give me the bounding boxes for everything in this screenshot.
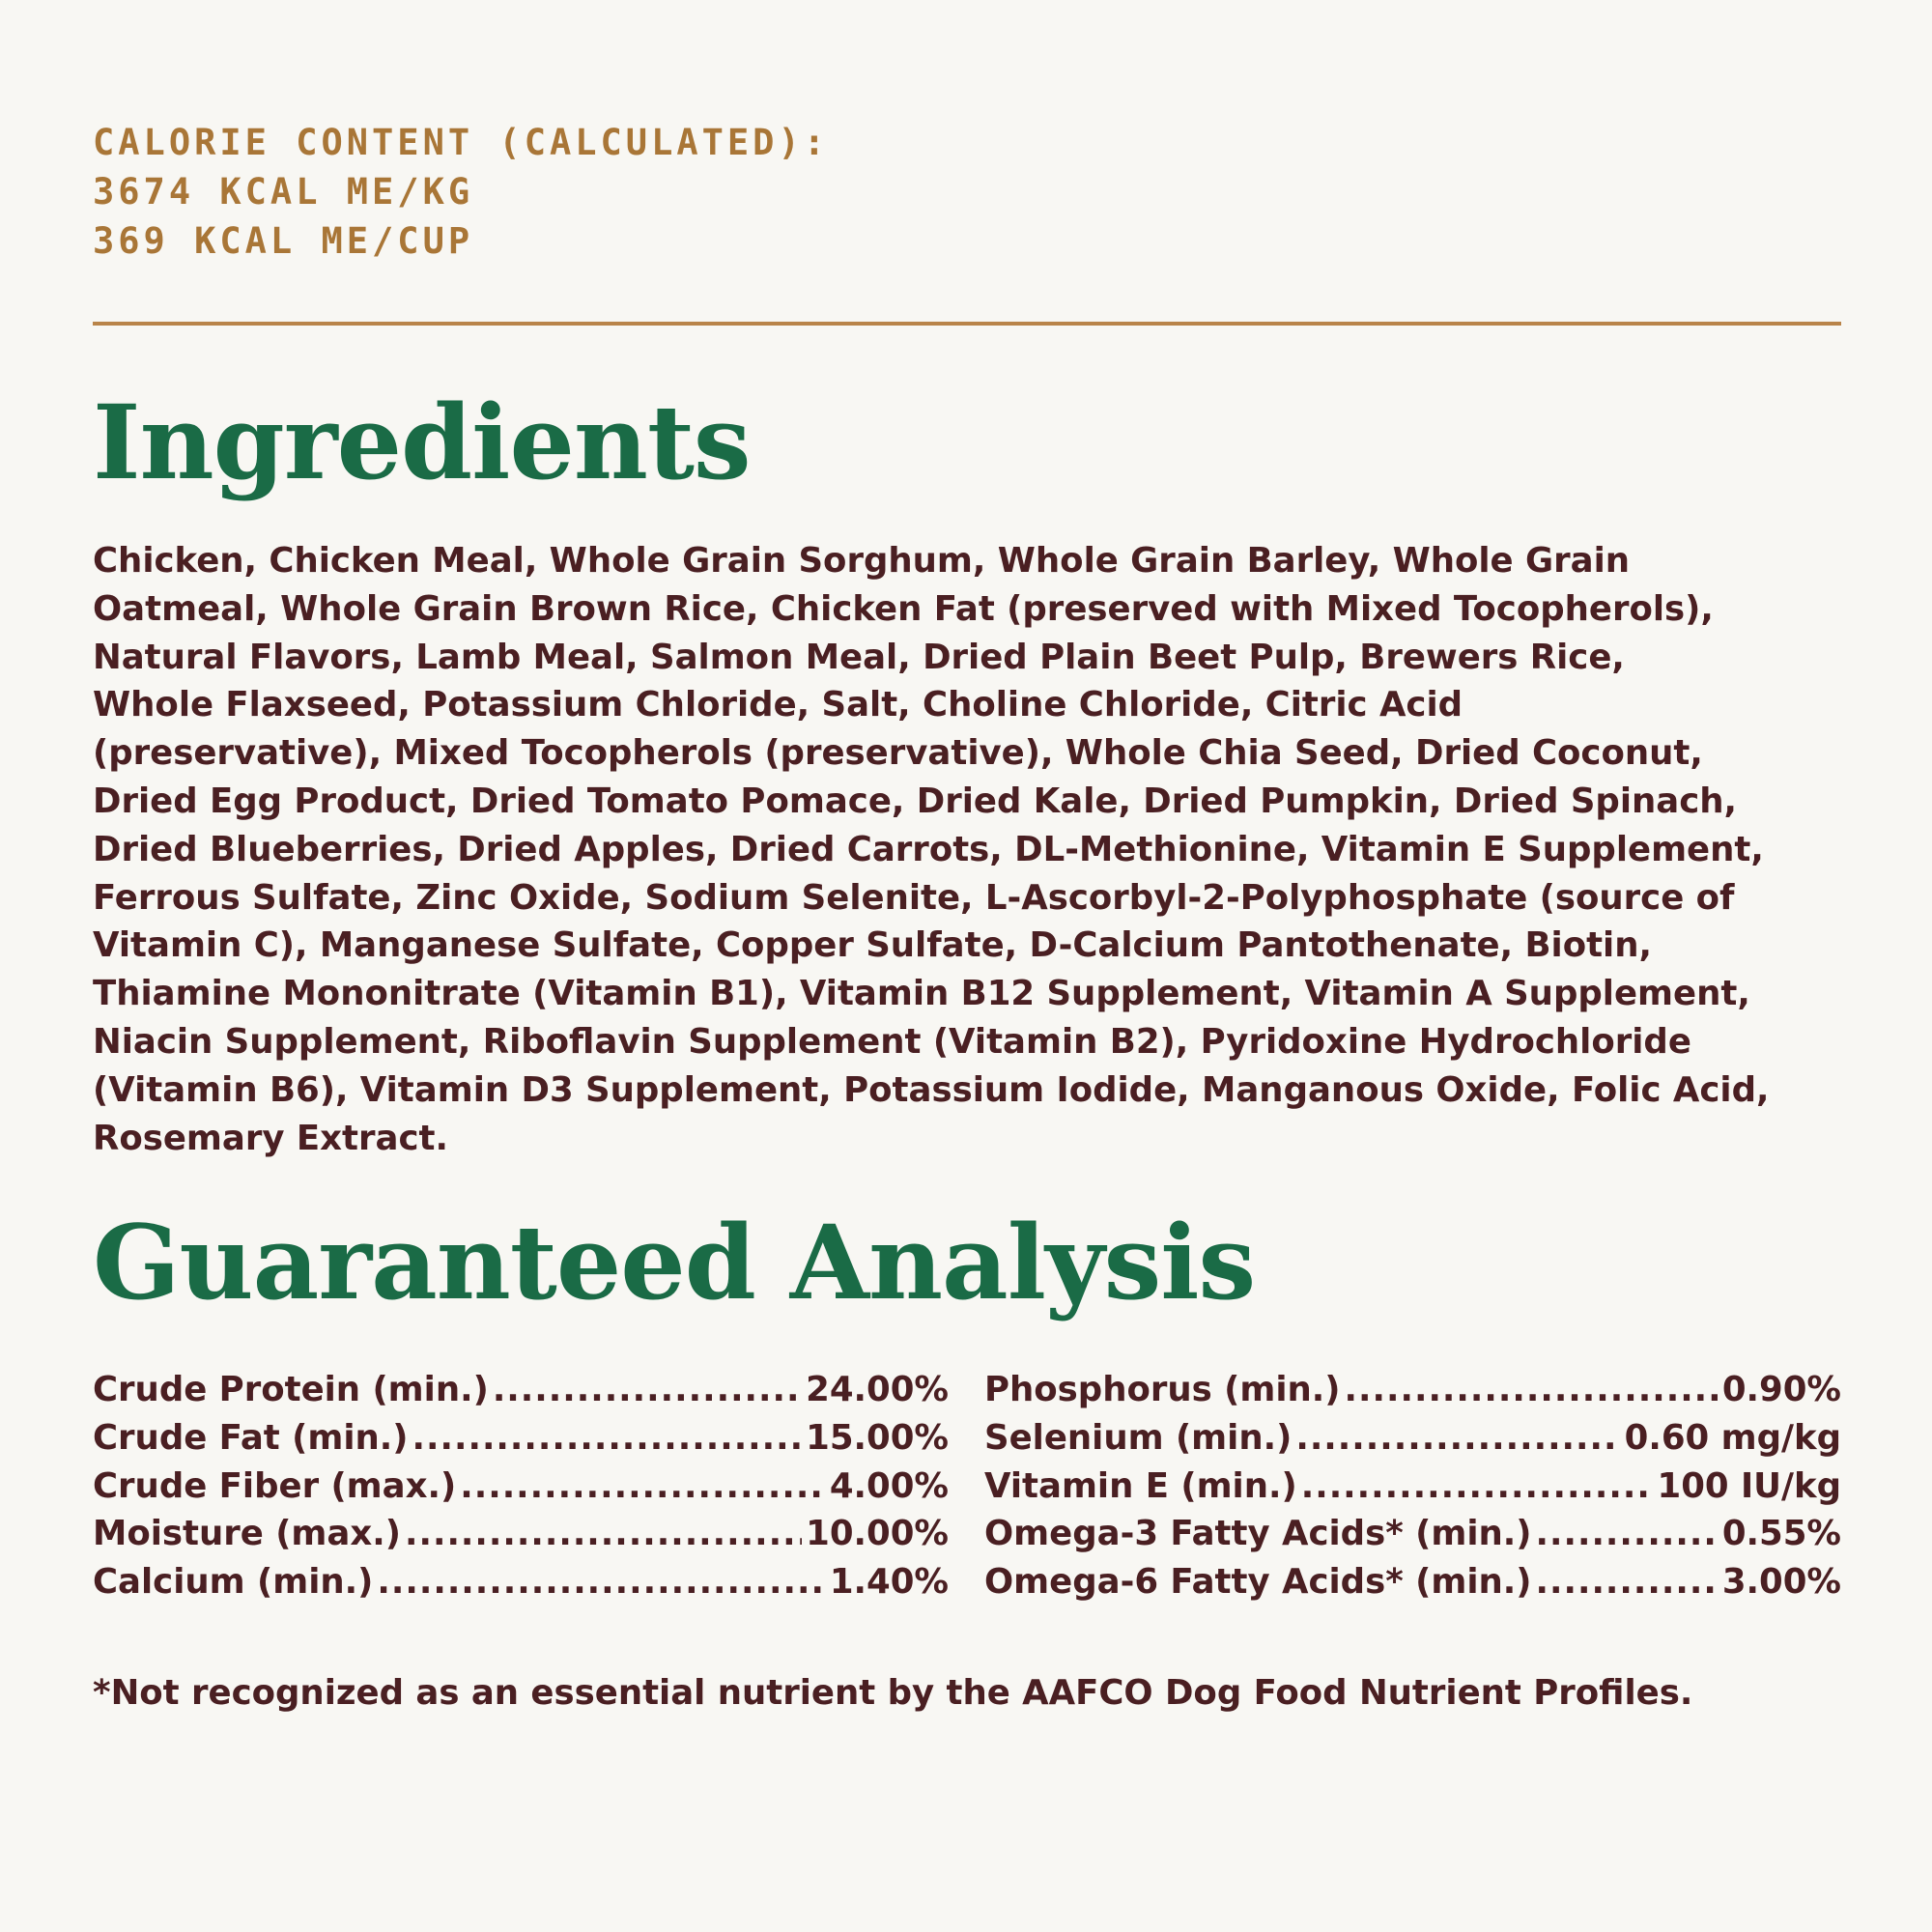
analysis-value: 10.00% [806,1514,949,1554]
calorie-content-title: CALORIE CONTENT (CALCULATED): [93,122,830,163]
analysis-value: 3.00% [1721,1562,1841,1603]
analysis-label: Omega-3 Fatty Acids* (min.) [984,1514,1532,1554]
footnote: *Not recognized as an essential nutrient by the AAFCO Dog Food Nutrient Profiles. [93,1673,1693,1713]
analysis-row [93,1414,949,1463]
analysis-row [93,1510,949,1558]
analysis-value: 0.55% [1721,1514,1841,1554]
analysis-label: Omega-6 Fatty Acids* (min.) [984,1562,1532,1603]
analysis-row [984,1510,1841,1558]
dot-leader [1536,1510,1719,1558]
analysis-value: 0.60 mg/kg [1624,1417,1841,1458]
ingredients-line: Niacin Supplement, Riboflavin Supplement (Vitamin B2), Pyridoxine Hydrochloride [93,1021,1691,1062]
dot-leader [493,1366,802,1414]
analysis-row [984,1414,1841,1463]
analysis-label: Crude Fiber (max.) [93,1465,457,1506]
dot-leader [412,1414,803,1463]
analysis-row [984,1366,1841,1414]
ingredients-line: (preservative), Mixed Tocopherols (preservative), Whole Chia Seed, Dried Coconut, [93,733,1703,774]
analysis-label: Moisture (max.) [93,1514,401,1554]
guaranteed-analysis-heading: Guaranteed Analysis [93,1202,1256,1322]
analysis-row [984,1558,1841,1606]
analysis-value: 1.40% [829,1562,949,1603]
analysis-value: 0.90% [1721,1370,1841,1409]
ingredients-line: Dried Blueberries, Dried Apples, Dried Carrots, DL-Methionine, Vitamin E Supplement, [93,829,1764,869]
dot-leader [377,1558,825,1606]
dot-leader [1301,1463,1654,1511]
analysis-label: Selenium (min.) [984,1417,1293,1458]
calorie-per-kg: 3674 KCAL ME/KG [93,171,474,213]
dot-leader [460,1463,826,1511]
analysis-label: Vitamin E (min.) [984,1465,1297,1506]
ingredients-line: Dried Egg Product, Dried Tomato Pomace, Dried Kale, Dried Pumpkin, Dried Spinach, [93,781,1738,821]
section-divider [93,322,1841,326]
ingredients-line: Chicken, Chicken Meal, Whole Grain Sorghum, Whole Grain Barley, Whole Grain [93,541,1631,581]
dot-leader [1295,1414,1620,1463]
ingredients-list [93,537,1841,1162]
analysis-value: 100 IU/kg [1657,1465,1841,1506]
analysis-label: Crude Protein (min.) [93,1370,489,1409]
analysis-label: Phosphorus (min.) [984,1370,1341,1409]
analysis-value: 15.00% [806,1417,949,1458]
ingredients-line: Ferrous Sulfate, Zinc Oxide, Sodium Selenite, L-Ascorbyl-2-Polyphosphate (source of [93,877,1735,918]
calorie-content [93,118,829,266]
calorie-per-cup: 369 KCAL ME/CUP [93,220,474,262]
analysis-value: 24.00% [806,1370,949,1409]
analysis-column-left [93,1366,949,1606]
analysis-row [93,1558,949,1606]
ingredients-heading: Ingredients [93,382,751,502]
analysis-label: Calcium (min.) [93,1562,374,1603]
analysis-value: 4.00% [829,1465,949,1506]
ingredients-line: Natural Flavors, Lamb Meal, Salmon Meal, Dried Plain Beet Pulp, Brewers Rice, [93,637,1625,677]
analysis-column-right [984,1366,1841,1606]
dot-leader [405,1510,802,1558]
ingredients-line: Thiamine Mononitrate (Vitamin B1), Vitamin B12 Supplement, Vitamin A Supplement, [93,974,1750,1014]
nutrition-panel [93,0,1841,1932]
analysis-label: Crude Fat (min.) [93,1417,409,1458]
ingredients-line: Rosemary Extract. [93,1118,448,1158]
ingredients-line: Oatmeal, Whole Grain Brown Rice, Chicken Fat (preserved with Mixed Tocopherols), [93,588,1714,629]
dot-leader [1345,1366,1719,1414]
ingredients-line: Whole Flaxseed, Potassium Chloride, Salt, Choline Chloride, Citric Acid [93,685,1463,725]
analysis-row [984,1463,1841,1511]
ingredients-line: Vitamin C), Manganese Sulfate, Copper Sulfate, D-Calcium Pantothenate, Biotin, [93,925,1652,966]
analysis-row [93,1463,949,1511]
ingredients-line: (Vitamin B6), Vitamin D3 Supplement, Potassium Iodide, Manganous Oxide, Folic Acid, [93,1069,1770,1110]
dot-leader [1536,1558,1719,1606]
analysis-row [93,1366,949,1414]
